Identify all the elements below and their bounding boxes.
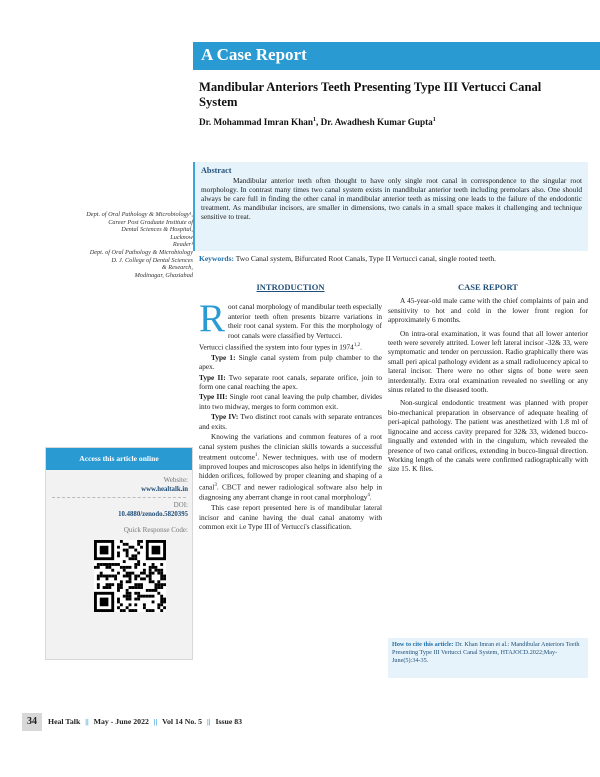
introduction-heading: INTRODUCTION [256, 282, 325, 292]
abstract-heading: Abstract [201, 166, 232, 175]
page-number: 34 [22, 713, 42, 731]
citation-box [388, 638, 588, 678]
doi-label: DOI: [173, 501, 188, 509]
website-label: Website: [163, 476, 188, 484]
page-footer: 34 Heal Talk || May - June 2022 || Vol 14 No. 5 || Issue 83 [22, 713, 582, 731]
footer-volume: Vol 14 No. 5 [162, 717, 203, 726]
type-3: Type III: Single root canal leaving the pulp chamber, divides into two midway, merges to form common exit. [199, 392, 383, 411]
author-1: Dr. Mohammad Imran Khan [199, 117, 314, 128]
drop-cap: R [199, 297, 226, 341]
introduction-column [199, 283, 382, 532]
article-title: Mandibular Anteriors Teeth Presenting Type III Vertucci Canal System [199, 80, 542, 109]
keywords [199, 254, 587, 263]
case-paragraph-3: Non-surgical endodontic treatment was planned with proper bio-mechanical preparation in observance of adequate healing of peri-apical pathology. The patient was anesthetized with 1.8 ml of lignocaine and access cavity prepared for 32& 33, widened bucco-lingually and extended with in the cingulum, which revealed the presence of two canal orifices, extending in bucco-lingual direction. Working length of the canals were confirmed radiographically with size 15. K files. [388, 398, 588, 474]
abstract-box [193, 162, 588, 251]
case-report-column [388, 283, 588, 475]
type-2: Type II: Two separate root canals, separate orifice, join to form one canal reaching the apex. [199, 372, 382, 392]
author-line: Dr. Mohammad Imran Khan$^1$, Dr. Awadhesh Kumar Gupta$^1$ [199, 117, 436, 128]
intro-paragraph-1: Root canal morphology of mandibular teeth especially anterior teeth often presents bizarre variations in their root canal system. For this the morphology of root canals were classified by Vertucci. [199, 297, 383, 341]
case-paragraph-2: On intra-oral examination, it was found that all lower anterior teeth were severely attrited. Lower left lateral incisor -32& 33, were symptomatic and tender on percussion. Radio graphically there was small peri apical pathology evident as a small radiolucency apical to lateral incisor. There were no other signs of bone were seen interdentally. Extra oral examination revealed no swelling or any sinus related to the diseased tooth. [388, 328, 588, 395]
intro-paragraph-4: This case report presented here is of mandibular lateral incisor and canine having the dual canal anatomy with common exit i.e Type III of Vertucci's classification. [199, 503, 382, 532]
citation-label: How to cite this article: [392, 641, 454, 648]
author-2: Dr. Awadhesh Kumar Gupta [320, 117, 433, 128]
qr-code-image[interactable] [94, 540, 166, 612]
affiliations: Dept. of Oral Pathology & Microbiology¹, Career Post Graduate Institute of Dental Sciences & Hospital, Lucknow Reader¹ Dept. of Oral Pathology & Microbiology D. J. College of Dental Sciences & Research, Modinagar, Ghaziabad [86, 211, 193, 279]
qr-label: Quick Response Code: [123, 526, 188, 534]
website-link[interactable]: www.healtalk.in [141, 486, 188, 493]
intro-paragraph-3: Knowing the variations and common features of a root canal system pushes the clinician skills towards a successful treatment outcome$^1$. Newer techniques, with use of modern improved loupes and microscopes also helps in identifying the hidden orifices, followed by proper cleaning and shaping of a canal$^3$. CBCT and newer radiological software also help in diagnosing any aberrant change in root canal morphology$^4$. [199, 432, 382, 502]
case-report-heading: CASE REPORT [458, 282, 518, 292]
banner-title: A Case Report [201, 45, 307, 64]
section-banner [193, 42, 600, 70]
footer-issue: Issue 83 [215, 717, 243, 726]
type-4: Type IV: Two distinct root canals with separate entrances and exits. [199, 412, 382, 431]
case-paragraph-1: A 45-year-old male came with the chief complaints of pain and sensitivity to hot and cold in the lower front region for approximately 6 months. [388, 296, 588, 325]
keywords-text: Two Canal system, Bifurcated Root Canals, Type II Vertucci canal, single rooted teeth. [234, 254, 497, 263]
intro-paragraph-2: Vertucci classified the system into four types in 1974$^{1,2}$. [199, 342, 362, 352]
access-online-box [45, 447, 193, 660]
type-1: Type 1: Single canal system from pulp chamber to the apex. [199, 352, 382, 372]
doi-link[interactable]: 10.4880/zenodo.5820395 [118, 511, 188, 518]
keywords-label: Keywords: [199, 254, 234, 263]
footer-journal: Heal Talk [48, 717, 81, 726]
citation-text: Dr. Khan Imran et al.: Mandibular Anteriors Teeth Presenting Type III Vertucci Canal System, HTAJOCD.2022;May-June(5):34-35. [392, 641, 580, 664]
access-heading: Access this article online [46, 448, 192, 470]
abstract-text: Mandibular anterior teeth often thought to have only single root canal in correspondence to the singular root morphology. In contrast many times two canal system exists in mandibular anterior teeth including premolars also. One should always be care full in finding the other canal in mandibular anterior teeth as missing one leads to the failure of the endodontic treatment. As mandibular incisors, are smaller in dimensions, two canals in a small space makes it challenging and technique sensitive to treat. [201, 176, 582, 222]
divider [52, 497, 186, 498]
footer-date: May - June 2022 [93, 717, 149, 726]
